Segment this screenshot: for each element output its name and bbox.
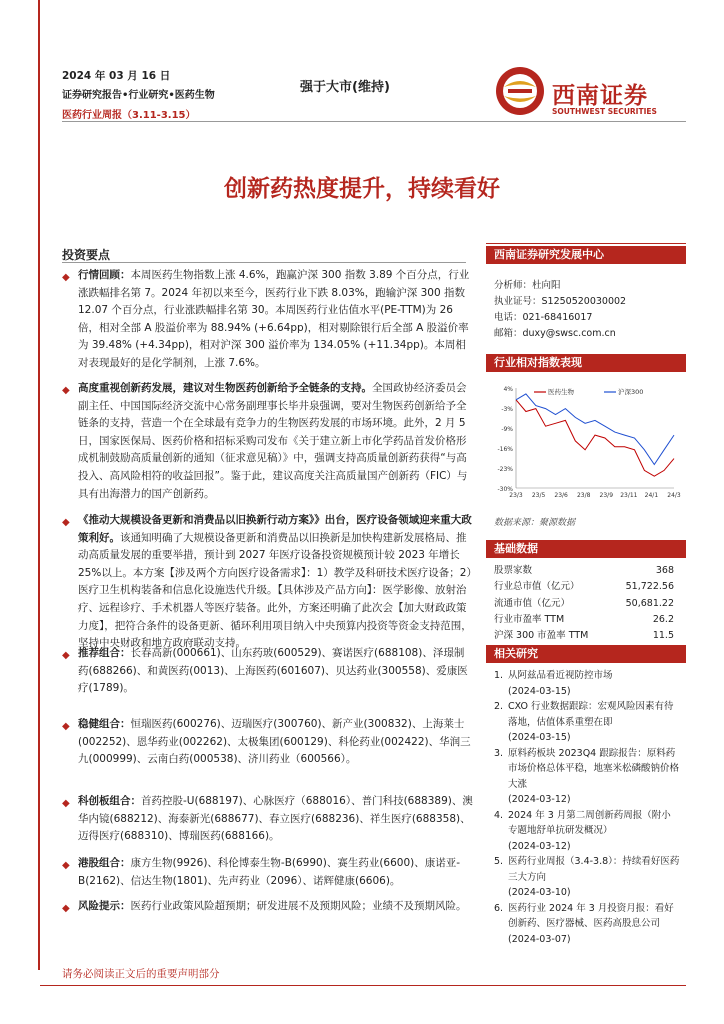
basics-row — [494, 579, 674, 595]
report-date: 2024 年 03 月 16 日 — [62, 70, 171, 82]
paragraph-market-review — [78, 267, 474, 373]
paragraph-innovation — [78, 380, 474, 503]
y-tick-label: -16% — [497, 446, 513, 453]
basics-value: 51,722.56 — [625, 581, 674, 593]
x-tick-label: 23/6 — [554, 492, 568, 499]
rating: 强于大市(维持) — [300, 80, 390, 95]
research-top-rule — [486, 243, 686, 244]
related-item[interactable] — [494, 668, 680, 699]
paragraph-text: 长春高新(000661)、山东药玻(600529)、赛诺医疗(688108)、泽璟制药(688266)、和黄医药(0013)、上海医药(601607)、贝达药业(300558)、爱康医疗(1789)。 — [78, 647, 468, 695]
basics-label: 行业市盈率 TTM — [494, 613, 565, 625]
paragraph-lead: 《推动大规模设备更新和消费品以旧换新行动方案》》出台，医疗设备领域迎来重大政策利好。 — [78, 514, 472, 544]
footer-disclaimer[interactable]: 请务必阅读正文后的重要声明部分 — [62, 968, 220, 980]
bullet-icon: ◆ — [62, 721, 70, 732]
bullet-icon: ◆ — [62, 272, 70, 283]
summary-divider — [62, 262, 466, 263]
related-num: 6. — [494, 902, 504, 914]
y-tick-label: -23% — [497, 466, 513, 473]
paragraph-lead: 科创板组合： — [78, 795, 141, 807]
related-title: 医药行业 2024 年 3 月投资月报：看好创新药、医疗器械、医药高股息公司 — [508, 902, 674, 929]
paragraph-text: 全国政协经济委员会副主任、中国国际经济交流中心常务副理事长毕井泉强调，要对生物医药创新给予全链条的支持，营造一个在全球最有竞争力的生物医药发展的市场环境。此外，2 月 5 日，国家医保局、医药价格和招标采购司发布《关于建立新上市化学药品首发价格形成机制鼓励高质量创新的通知（征求意见稿）》中，强调支持高质量创新药获得“与高投入、高风险相符的收益回报”。鉴于此，建议高度关注高质量国产创新药（FIC）与具有出海潜力的国产创新药。 — [78, 382, 468, 500]
paragraph-lead: 推荐组合： — [78, 647, 131, 659]
chart-source: 数据来源：聚源数据 — [494, 518, 576, 528]
report-title: 创新药热度提升，持续看好 — [224, 176, 500, 202]
basics-value: 368 — [655, 565, 674, 576]
bullet-icon: ◆ — [62, 385, 70, 396]
basics-table — [494, 563, 674, 644]
related-date: (2024-03-12) — [508, 840, 571, 852]
basics-value: 11.5 — [652, 630, 674, 642]
bullet-icon: ◆ — [62, 650, 70, 661]
related-num: 3. — [494, 747, 504, 759]
related-num: 5. — [494, 856, 504, 867]
x-tick-label: 23/5 — [531, 492, 546, 499]
paragraph-lead: 稳健组合： — [78, 718, 131, 730]
analyst-name: 分析师：杜向阳 — [494, 280, 561, 291]
bullet-icon: ◆ — [62, 798, 70, 809]
paragraph-text: 恒瑞医药(600276)、迈瑞医疗(300760)、新产业(300832)、上海莱士(002252)、恩华药业(002262)、太极集团(600129)、科伦药业(002422)、华润三九(000999)、云南白药(000538)、济川药业（600566）。 — [78, 718, 471, 766]
left-rule — [38, 0, 40, 970]
basics-row — [494, 628, 674, 644]
basics-heading: 基础数据 — [486, 540, 686, 558]
related-date: (2024-03-12) — [508, 794, 571, 805]
x-tick-label: 23/3 — [509, 492, 523, 499]
related-date: (2024-03-07) — [508, 933, 571, 945]
bullet-icon: ◆ — [62, 903, 70, 914]
paragraph-risk — [78, 898, 474, 916]
related-heading: 相关研究 — [486, 645, 686, 663]
x-tick-label: 23/9 — [599, 492, 614, 499]
paragraph-text: 该通知明确了大规模设备更新和消费品以旧换新是加快构建新发展格局、推动高质量发展的重要举措，预计到 2027 年医疗设备投资规模预计较 2023 年增长 25%以上。本方案【涉及两个方向医疗设备需求】：1）教学及科研技术医疗设备；2）医疗卫生机构装备和信息化设施迭代升级。【具体涉及产品方向】：医学影像、放射治疗、远程诊疗、手术机器人等医疗装备。此外，方案还明确了此次会【加大财政政策力度】，把符合条件的设备更新、循环利用项目纳入中央预算内投资等资金支持范围，坚持中央财政和地方政府联动支持。 — [78, 531, 472, 650]
related-date: (2024-03-10) — [508, 887, 571, 898]
paragraph-text: 首药控股-U(688197)、心脉医疗（688016）、普门科技(688389)、澳华内镜(688212)、海泰新光(688677)、春立医疗(688236)、祥生医疗(688358)、迈得医疗(688310)、博瑞医药(688166)。 — [78, 795, 473, 843]
related-title: 从阿兹品看近视防控市场 — [508, 670, 613, 681]
y-tick-label: 4% — [503, 386, 513, 393]
y-tick-label: -9% — [501, 426, 513, 433]
basics-value: 26.2 — [652, 613, 674, 625]
analyst-license: 执业证号：S1250520030002 — [494, 296, 627, 307]
bullet-icon: ◆ — [62, 860, 70, 871]
related-item[interactable] — [494, 699, 680, 746]
relative-index-chart — [486, 380, 686, 505]
paragraph-stable — [78, 716, 474, 769]
related-title: 2024 年 3 月第二周创新药周报（附小专题地舒单抗研发概况） — [508, 809, 671, 836]
basics-label: 沪深 300 市盈率 TTM — [494, 630, 589, 642]
index-chart-heading: 行业相对指数表现 — [486, 354, 686, 372]
paragraph-lead: 风险提示： — [78, 900, 131, 912]
report-type: 证券研究报告•行业研究•医药生物 — [62, 90, 215, 101]
paragraph-lead: 高度重视创新药发展，建议对生物医药创新给予全链条的支持。 — [78, 382, 372, 394]
related-item[interactable] — [494, 746, 680, 808]
related-num: 1. — [494, 670, 504, 681]
paragraph-text: 医药行业政策风险超预期；研发进展不及预期风险；业绩不及预期风险。 — [130, 900, 467, 912]
x-tick-label: 24/1 — [644, 492, 659, 499]
related-list — [494, 668, 680, 947]
related-title: 原料药板块 2023Q4 跟踪报告：原料药市场价格总体平稳，地塞米松磷酸钠价格大涨 — [508, 747, 680, 790]
basics-row — [494, 612, 674, 628]
basics-value: 50,681.22 — [625, 597, 674, 609]
paragraph-text: 本周医药生物指数上涨 4.6%，跑赢沪深 300 指数 3.89 个百分点，行业涨跌幅排名第 7。2024 年初以来至今，医药行业下跌 8.03%，跑输沪深 300 指数 12.07 个百分点，行业涨跌幅排名第 30。本周医药行业估值水平(PE-TTM)为 26 倍，相对全部 A 股溢价率为 88.94% (+6.64pp)，相对剔除银行后全部 A 股溢价率为 39.48% (+4.34pp)，相对沪深 300 溢价率为 134.05% (+11.34pp)。本周相对表现最好的是化学制剂，上涨 7.6%。 — [78, 269, 470, 369]
paragraph-star-market — [78, 793, 474, 846]
footer-rule — [40, 985, 686, 986]
x-tick-label: 23/11 — [620, 492, 638, 499]
basics-row — [494, 596, 674, 612]
paragraph-lead: 行情回顾： — [78, 269, 131, 281]
summary-heading: 投资要点 — [62, 248, 111, 262]
paragraph-equipment-policy — [78, 512, 474, 653]
basics-label: 流通市值（亿元） — [494, 597, 571, 609]
related-title: 医药行业周报（3.4-3.8）：持续看好医药三大方向 — [508, 856, 680, 883]
report-series: 医药行业周报（3.11-3.15） — [62, 110, 196, 121]
related-item[interactable] — [494, 808, 680, 855]
paragraph-hk — [78, 855, 474, 890]
paragraph-text: 康方生物(9926)、科伦博泰生物-B(6990)、赛生药业(6600)、康诺亚-B(2162)、信达生物(1801)、先声药业（2096）、诺辉健康(6606)。 — [78, 857, 461, 887]
legend-label: 医药生物 — [548, 388, 574, 396]
x-tick-label: 24/3 — [667, 492, 681, 499]
company-logo — [494, 65, 674, 119]
related-num: 4. — [494, 809, 504, 821]
logo-english-name: SOUTHWEST SECURITIES — [552, 107, 657, 116]
related-item[interactable] — [494, 901, 680, 948]
legend-label: 沪深300 — [618, 388, 644, 396]
x-tick-label: 23/8 — [576, 492, 591, 499]
basics-label: 股票家数 — [494, 565, 533, 576]
paragraph-lead: 港股组合： — [78, 857, 131, 869]
logo-chinese-name: 西南证券 — [552, 82, 648, 109]
y-tick-label: -3% — [501, 406, 513, 413]
y-tick-label: -30% — [497, 486, 513, 493]
series-line-pharma — [516, 400, 674, 476]
analyst-phone: 电话：021-68416017 — [494, 312, 593, 323]
basics-row — [494, 563, 674, 579]
related-date: (2024-03-15) — [508, 732, 571, 743]
bullet-icon: ◆ — [62, 517, 70, 528]
research-center-heading: 西南证券研究发展中心 — [486, 246, 686, 264]
related-title: CXO 行业数据跟踪：宏观风险因素有待落地，估值体系重塑在即 — [508, 701, 674, 728]
related-num: 2. — [494, 701, 504, 712]
related-item[interactable] — [494, 854, 680, 901]
paragraph-recommended — [78, 645, 474, 698]
header-divider — [62, 121, 686, 122]
analyst-email: 邮箱：duxy@swsc.com.cn — [494, 328, 616, 339]
related-date: (2024-03-15) — [508, 685, 571, 697]
basics-label: 行业总市值（亿元） — [494, 581, 580, 593]
series-line-csi300 — [516, 394, 674, 465]
logo-mark-icon — [494, 65, 546, 117]
